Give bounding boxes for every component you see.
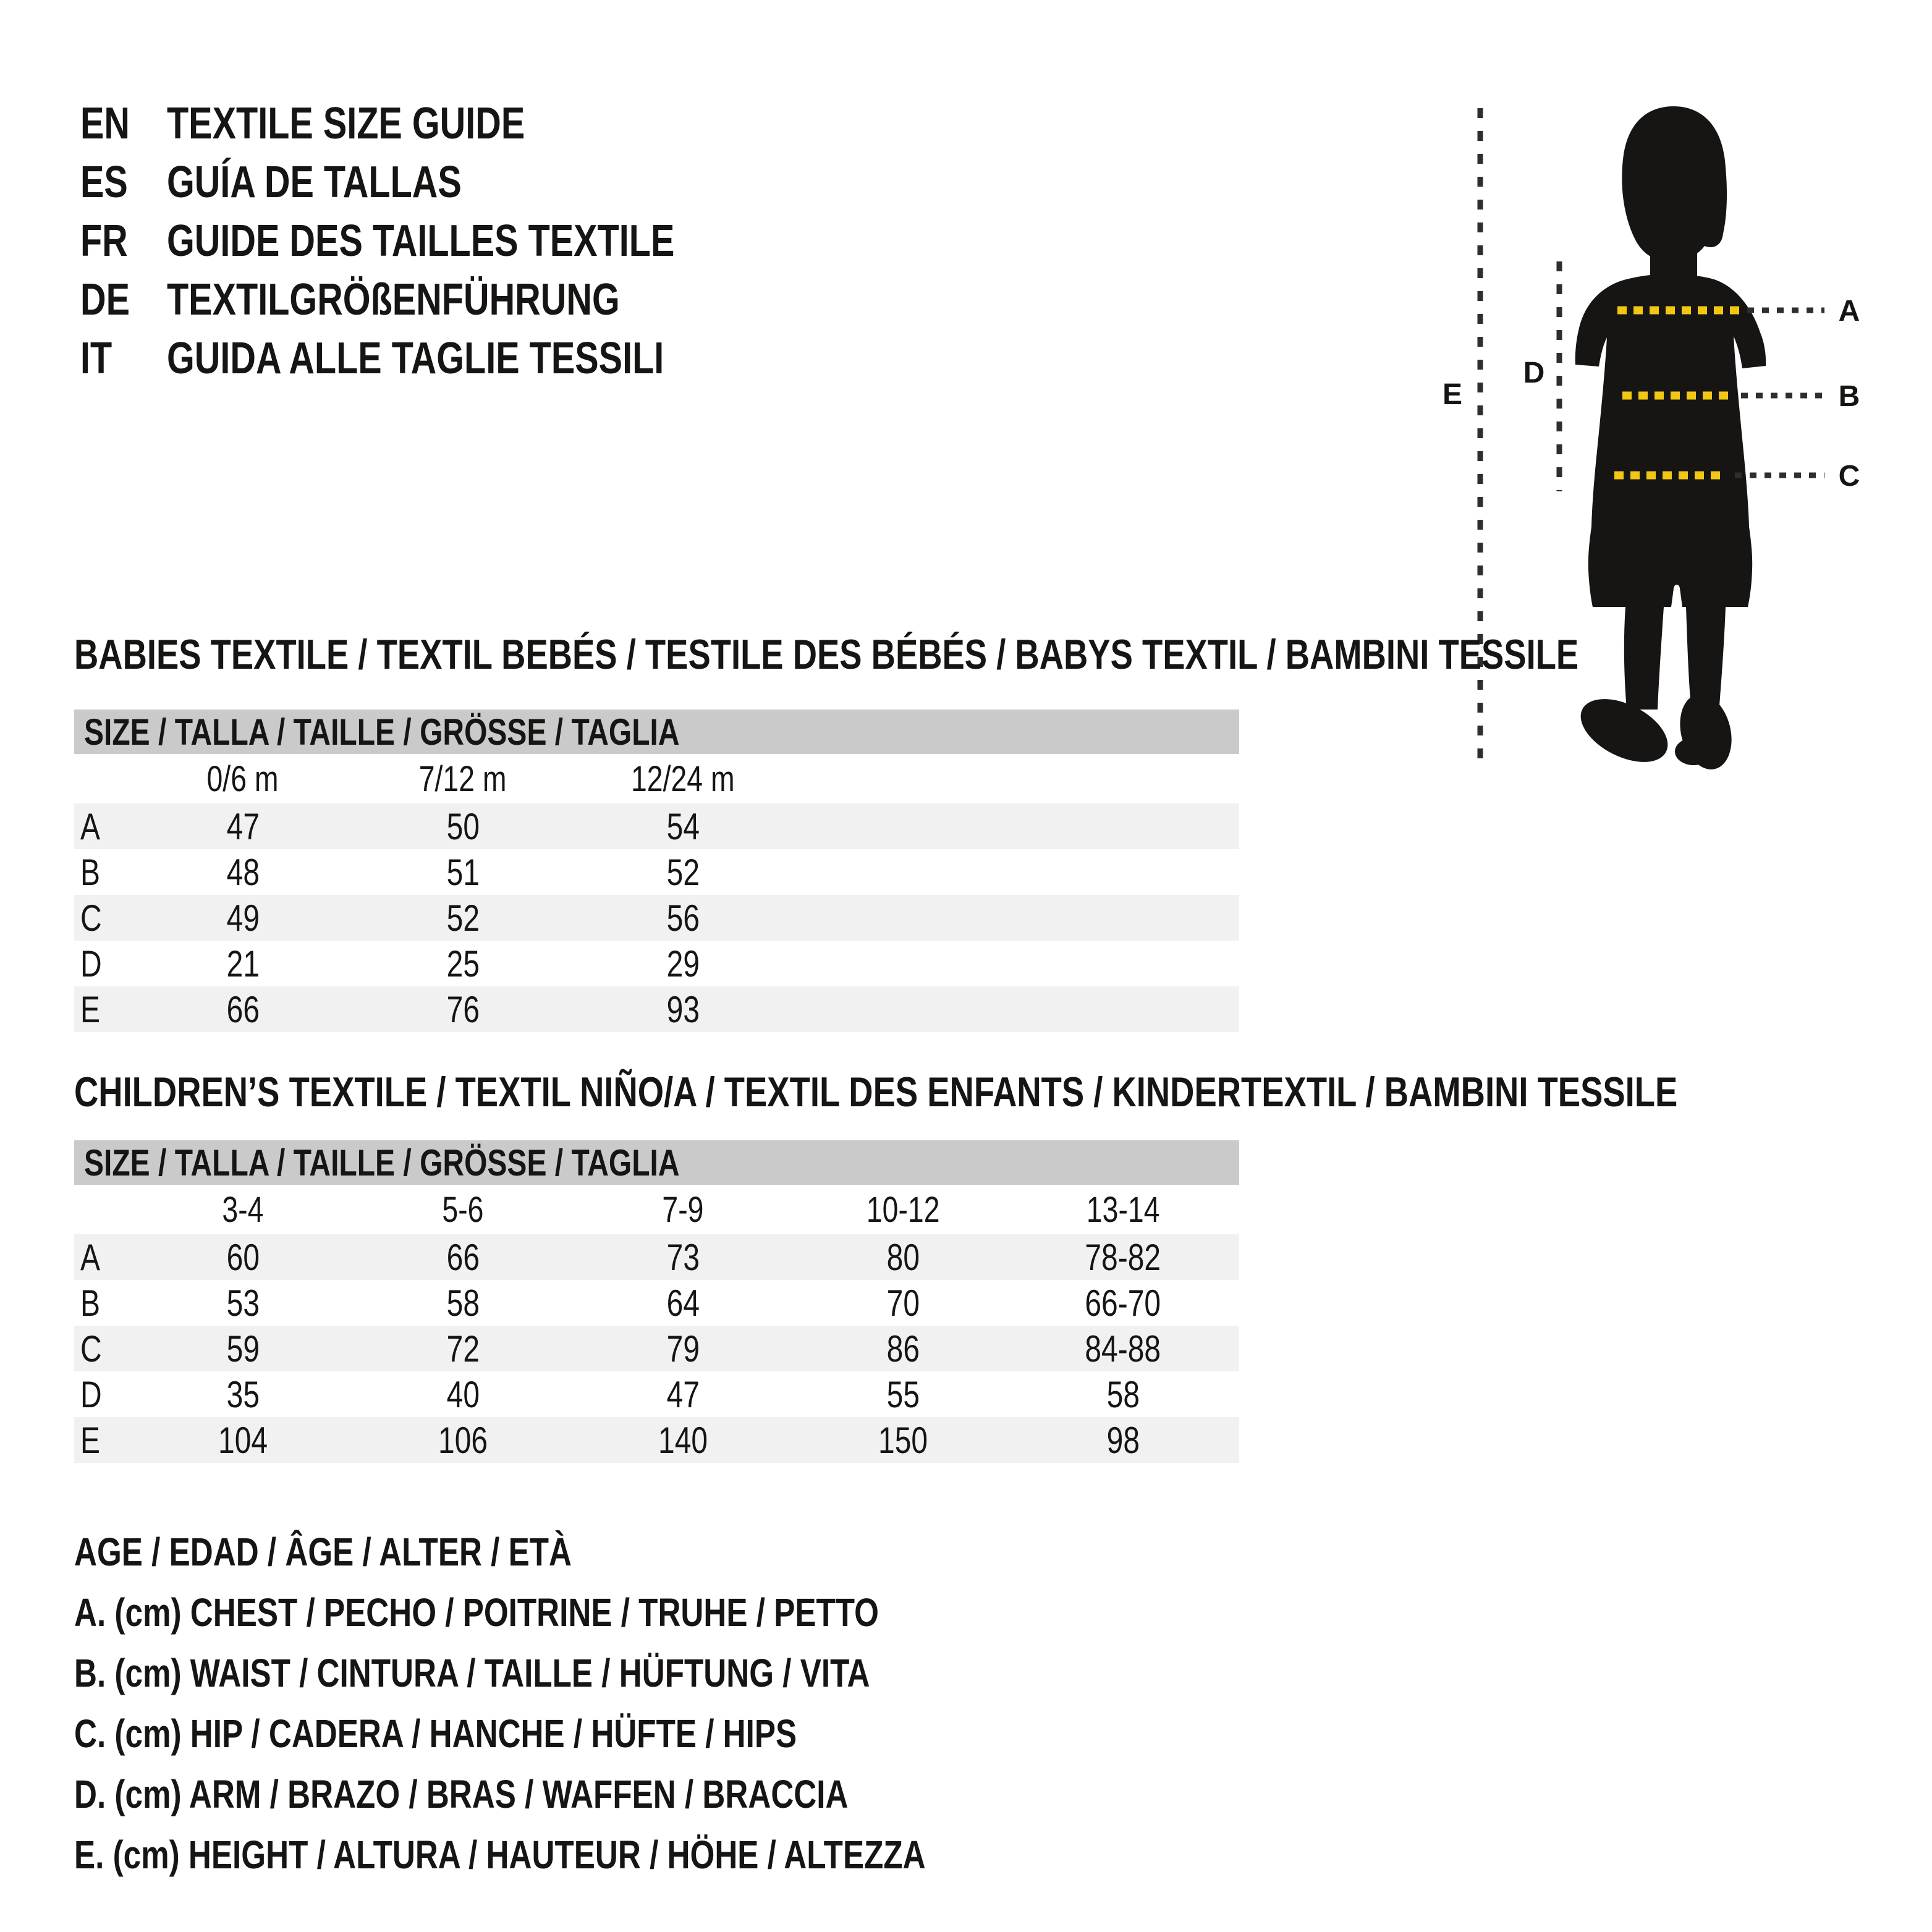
babies-size-table <box>74 710 1239 1032</box>
value-cell: 86 <box>886 1328 920 1370</box>
babies-table-row <box>74 849 1239 895</box>
value-cell: 104 <box>218 1419 268 1461</box>
label-waist: B <box>1838 380 1860 413</box>
value-cell: 29 <box>666 943 700 985</box>
language-title: TEXTILGRÖßENFÜHRUNG <box>167 274 620 324</box>
babies-section-heading <box>74 631 1932 678</box>
row-label: B <box>80 1282 101 1324</box>
children-column-header: 10-12 <box>866 1189 940 1230</box>
value-cell: 79 <box>666 1328 700 1370</box>
label-hip: C <box>1838 460 1860 493</box>
row-label: E <box>80 988 101 1030</box>
children-table-row <box>74 1280 1239 1326</box>
language-code: ES <box>80 157 128 207</box>
children-column-header: 3-4 <box>222 1189 264 1230</box>
row-label: B <box>80 851 101 893</box>
measurement-figure <box>1440 93 1873 803</box>
row-label: E <box>80 1419 101 1461</box>
value-cell: 66-70 <box>1085 1282 1161 1324</box>
children-table-row <box>74 1371 1239 1417</box>
babies-table-row <box>74 986 1239 1032</box>
value-cell: 76 <box>446 988 480 1030</box>
children-table-row <box>74 1326 1239 1371</box>
value-cell: 21 <box>226 943 260 985</box>
babies-table-row <box>74 803 1239 849</box>
value-cell: 140 <box>658 1419 708 1461</box>
measurement-legend <box>74 1522 1138 1885</box>
value-cell: 98 <box>1106 1419 1140 1461</box>
value-cell: 84-88 <box>1085 1328 1161 1370</box>
babies-column-header: 0/6 m <box>206 758 279 799</box>
babies-size-header-bar <box>74 710 1239 754</box>
value-cell: 52 <box>446 897 480 939</box>
row-label: D <box>80 943 102 985</box>
children-size-table <box>74 1140 1239 1463</box>
value-cell: 66 <box>446 1236 480 1278</box>
language-row <box>80 270 802 329</box>
value-cell: 48 <box>226 851 260 893</box>
children-column-header: 7-9 <box>662 1189 704 1230</box>
legend-line: B. (cm) WAIST / CINTURA / TAILLE / HÜFTUNG / VITA <box>74 1651 870 1695</box>
value-cell: 66 <box>226 988 260 1030</box>
language-title: TEXTILE SIZE GUIDE <box>167 98 525 148</box>
row-label: A <box>80 805 101 847</box>
row-label: C <box>80 1328 102 1370</box>
value-cell: 56 <box>666 897 700 939</box>
value-cell: 80 <box>886 1236 920 1278</box>
children-table-row <box>74 1417 1239 1463</box>
children-column-header: 13-14 <box>1086 1189 1160 1230</box>
children-size-header-text: SIZE / TALLA / TAILLE / GRÖSSE / TAGLIA <box>84 1142 680 1184</box>
babies-table-row <box>74 895 1239 941</box>
value-cell: 49 <box>226 897 260 939</box>
value-cell: 25 <box>446 943 480 985</box>
legend-line: E. (cm) HEIGHT / ALTURA / HAUTEUR / HÖHE / ALTEZZA <box>74 1832 926 1877</box>
babies-column-header: 7/12 m <box>419 758 507 799</box>
value-cell: 51 <box>446 851 480 893</box>
value-cell: 58 <box>446 1282 480 1324</box>
value-cell: 35 <box>226 1373 260 1415</box>
value-cell: 47 <box>226 805 260 847</box>
label-chest: A <box>1838 295 1860 328</box>
language-list <box>80 94 802 388</box>
value-cell: 150 <box>878 1419 928 1461</box>
row-label: D <box>80 1373 102 1415</box>
children-heading-text: CHILDREN’S TEXTILE / TEXTIL NIÑO/A / TEXTIL DES ENFANTS / KINDERTEXTIL / BAMBINI TESSILE <box>74 1069 1678 1116</box>
language-title: GUIDE DES TAILLES TEXTILE <box>167 216 675 266</box>
value-cell: 53 <box>226 1282 260 1324</box>
legend-line: D. (cm) ARM / BRAZO / BRAS / WAFFEN / BRACCIA <box>74 1772 849 1816</box>
row-label: A <box>80 1236 101 1278</box>
label-arm: D <box>1523 357 1545 389</box>
language-row <box>80 153 802 211</box>
language-row <box>80 94 802 153</box>
language-title: GUIDA ALLE TAGLIE TESSILI <box>167 333 664 383</box>
legend-line: A. (cm) CHEST / PECHO / POITRINE / TRUHE / PETTO <box>74 1590 879 1635</box>
value-cell: 64 <box>666 1282 700 1324</box>
value-cell: 55 <box>886 1373 920 1415</box>
value-cell: 73 <box>666 1236 700 1278</box>
row-label: C <box>80 897 102 939</box>
value-cell: 54 <box>666 805 700 847</box>
babies-heading-text: BABIES TEXTILE / TEXTIL BEBÉS / TESTILE DES BÉBÉS / BABYS TEXTIL / BAMBINI TESSILE <box>74 631 1579 678</box>
children-table-row <box>74 1234 1239 1280</box>
babies-table-row <box>74 941 1239 986</box>
babies-column-header: 12/24 m <box>631 758 735 799</box>
language-code: DE <box>80 274 130 324</box>
children-column-header-row <box>74 1185 1239 1234</box>
children-size-header-bar <box>74 1140 1239 1185</box>
value-cell: 72 <box>446 1328 480 1370</box>
language-row <box>80 329 802 388</box>
value-cell: 60 <box>226 1236 260 1278</box>
value-cell: 78-82 <box>1085 1236 1161 1278</box>
value-cell: 70 <box>886 1282 920 1324</box>
legend-line: AGE / EDAD / ÂGE / ALTER / ETÀ <box>74 1530 572 1574</box>
language-code: EN <box>80 98 130 148</box>
value-cell: 50 <box>446 805 480 847</box>
children-section-heading <box>74 1069 1932 1116</box>
value-cell: 52 <box>666 851 700 893</box>
value-cell: 58 <box>1106 1373 1140 1415</box>
label-height: E <box>1442 378 1463 411</box>
babies-column-header-row <box>74 754 1239 803</box>
children-column-header: 5-6 <box>442 1189 484 1230</box>
babies-size-header-text: SIZE / TALLA / TAILLE / GRÖSSE / TAGLIA <box>84 711 680 753</box>
language-code: FR <box>80 216 128 266</box>
value-cell: 106 <box>438 1419 488 1461</box>
language-code: IT <box>80 333 112 383</box>
language-row <box>80 211 802 270</box>
legend-line: C. (cm) HIP / CADERA / HANCHE / HÜFTE / HIPS <box>74 1711 797 1756</box>
value-cell: 59 <box>226 1328 260 1370</box>
value-cell: 40 <box>446 1373 480 1415</box>
child-silhouette-icon <box>1570 106 1766 775</box>
value-cell: 93 <box>666 988 700 1030</box>
value-cell: 47 <box>666 1373 700 1415</box>
language-title: GUÍA DE TALLAS <box>167 157 462 207</box>
